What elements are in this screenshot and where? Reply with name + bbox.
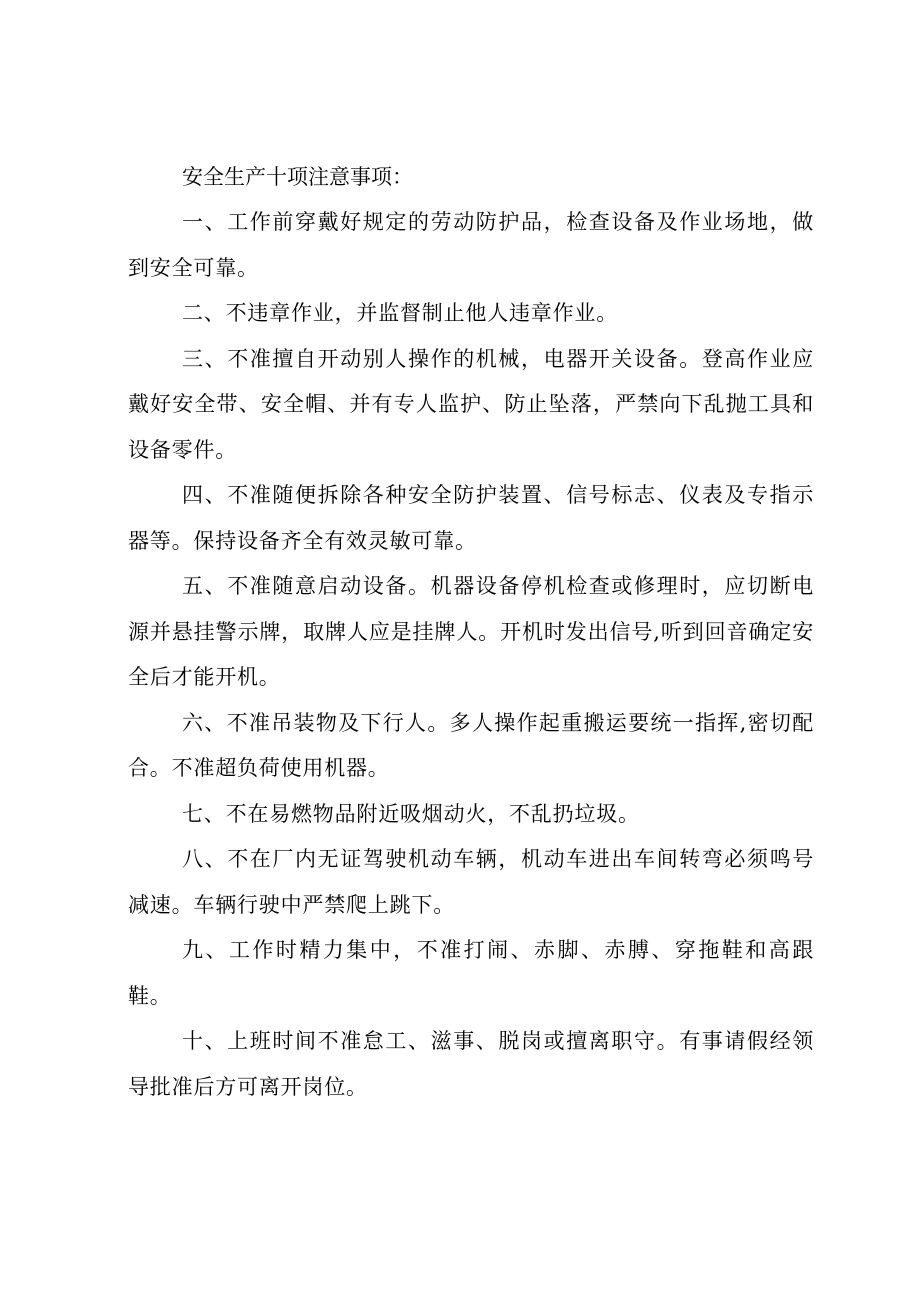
rule-item-3: 三、不准擅自开动别人操作的机械，电器开关设备。登高作业应戴好安全带、安全帽、并有专人监护、防止坠落，严禁向下乱抛工具和设备零件。 xyxy=(128,346,814,462)
rule-item-5: 五、不准随意启动设备。机器设备停机检查或修理时，应切断电源并悬挂警示牌，取牌人应是挂牌人。开机时发出信号,听到回音确定安全后才能开机。 xyxy=(128,574,814,689)
rule-item-10: 十、上班时间不准怠工、滋事、脱岗或擅离职守。有事请假经领导批准后方可离开岗位。 xyxy=(128,1029,814,1099)
rule-item-8: 八、不在厂内无证驾驶机动车辆，机动车进出车间转弯必须鸣号减速。车辆行驶中严禁爬上跳下。 xyxy=(128,847,814,917)
rule-item-2: 二、不违章作业，并监督制止他人违章作业。 xyxy=(182,301,618,325)
rule-item-4: 四、不准随便拆除各种安全防护装置、信号标志、仪表及专指示器等。保持设备齐全有效灵敏可靠。 xyxy=(128,483,814,553)
rule-item-7: 七、不在易燃物品附近吸烟动火，不乱扔垃圾。 xyxy=(182,801,640,826)
document-heading: 安全生产十项注意事项： xyxy=(182,165,413,189)
rule-item-1: 一、工作前穿戴好规定的劳动防护品，检查设备及作业场地，做到安全可靠。 xyxy=(128,210,814,280)
rule-item-9: 九、工作时精力集中，不准打闹、赤脚、赤膊、穿拖鞋和高跟鞋。 xyxy=(128,938,814,1008)
document-body xyxy=(128,154,814,1110)
rule-item-6: 六、不准吊装物及下行人。多人操作起重搬运要统一指挥,密切配合。不准超负荷使用机器。 xyxy=(128,710,814,780)
